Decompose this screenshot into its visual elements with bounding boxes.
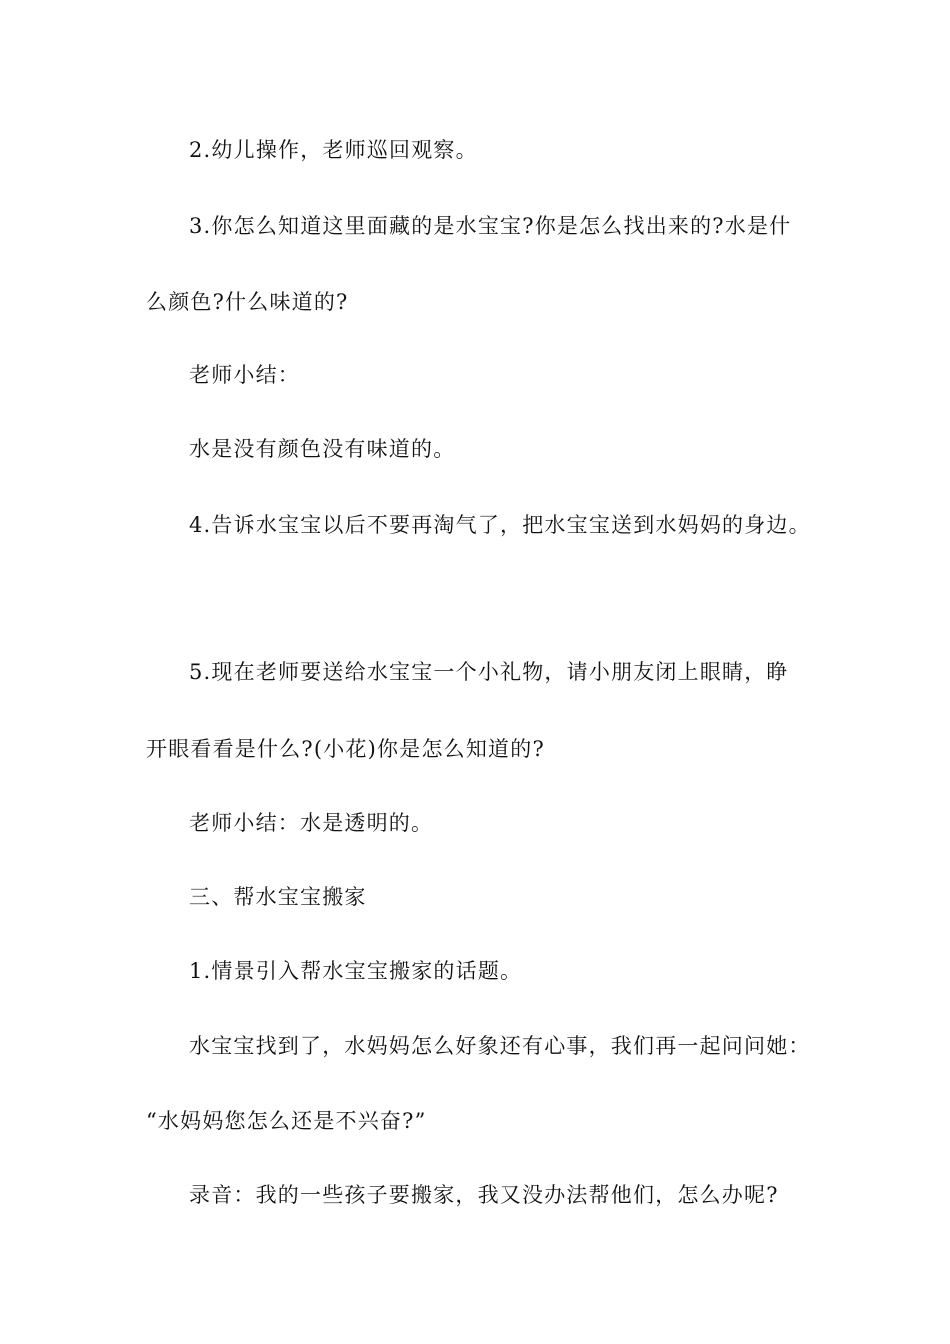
paragraph-line: 老师小结：水是透明的。 xyxy=(189,811,434,835)
paragraph-line: 5.现在老师要送给水宝宝一个小礼物，请小朋友闭上眼睛，睁 xyxy=(189,660,789,684)
section-heading: 三、帮水宝宝搬家 xyxy=(189,885,367,909)
paragraph-line: 4.告诉水宝宝以后不要再淘气了，把水宝宝送到水妈妈的身边。 xyxy=(189,513,811,537)
paragraph-line: 老师小结： xyxy=(189,363,300,387)
paragraph-line: 么颜色?什么味道的? xyxy=(146,290,349,314)
paragraph-line: 录音：我的一些孩子要搬家，我又没办法帮他们，怎么办呢? xyxy=(189,1183,779,1207)
paragraph-line: 开眼看看是什么?(小花)你是怎么知道的? xyxy=(146,737,545,761)
paragraph-line: 水是没有颜色没有味道的。 xyxy=(189,437,456,461)
paragraph-line: 3.你怎么知道这里面藏的是水宝宝?你是怎么找出来的?水是什 xyxy=(189,214,792,238)
paragraph-line: 2.幼儿操作，老师巡回观察。 xyxy=(189,138,478,162)
paragraph-line: 水宝宝找到了，水妈妈怎么好象还有心事，我们再一起问问她： xyxy=(189,1034,811,1058)
paragraph-line: “水妈妈您怎么还是不兴奋?” xyxy=(146,1109,427,1133)
paragraph-line: 1.情景引入帮水宝宝搬家的话题。 xyxy=(189,959,523,983)
